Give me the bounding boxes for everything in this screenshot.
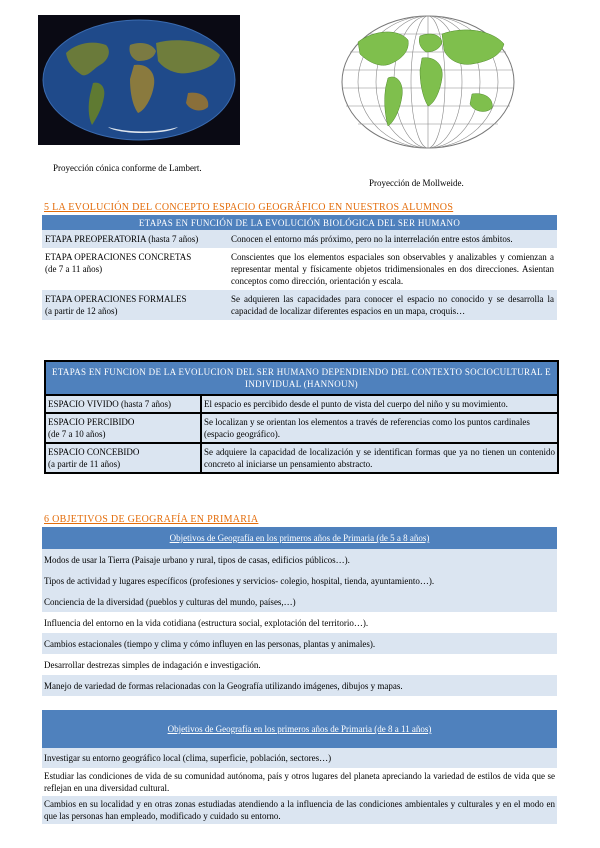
stage-age: (a partir de 11 años) <box>48 459 121 469</box>
section-5-title: 5 LA EVOLUCIÓN DEL CONCEPTO ESPACIO GEOGRÁFICO EN NUESTROS ALUMNOS <box>44 202 454 213</box>
objectives-8-11-table <box>42 710 557 824</box>
list-item: Conciencia de la diversidad (pueblos y culturas del mundo, países,…) <box>42 591 557 612</box>
list-item: Cambios en su localidad y en otras zonas estudiadas atendiendo a la influencia de las condiciones ambientales y culturales y en el modo en que las personas han empleado, modificado y cuidado su entorno. <box>42 796 557 824</box>
stage-label: ESPACIO PERCIBIDO <box>48 417 135 427</box>
stage-age: (de 7 a 11 años) <box>45 264 103 274</box>
stage-age: (a partir de 12 años) <box>45 306 118 316</box>
list-item: Estudiar las condiciones de vida de su comunidad autónoma, país y otros lugares del planeta apreciando la variedad de estilos de vida que se reflejan en una diversidad cultural. <box>42 768 557 796</box>
stage-description: Se localizan y se orientan los elementos a través de referencias como los puntos cardinales (espacio geográfico). <box>201 413 558 443</box>
stage-label: ESPACIO CONCEBIDO <box>48 447 140 457</box>
table-row <box>45 413 558 443</box>
stage-label: ESPACIO VIVIDO (hasta 7 años) <box>48 399 171 409</box>
stage-label: ETAPA PREOPERATORIA (hasta 7 años) <box>45 234 199 244</box>
hannoun-stages-table <box>44 360 559 474</box>
stage-label: ETAPA OPERACIONES FORMALES <box>45 294 187 304</box>
list-item: Manejo de variedad de formas relacionadas con la Geografía utilizando imágenes, dibujos y mapas. <box>42 675 557 696</box>
stage-description: Conocen el entorno más próximo, pero no la interrelación entre estos ámbitos. <box>228 230 557 248</box>
objectives-5-8-table <box>42 527 557 696</box>
list-item: Modos de usar la Tierra (Paisaje urbano y rural, tipos de casas, edificios públicos…). <box>42 549 557 570</box>
section-6-title: 6 OBJETIVOS DE GEOGRAFÍA EN PRIMARIA <box>44 514 259 525</box>
list-item: Desarrollar destrezas simples de indagación e investigación. <box>42 654 557 675</box>
mollweide-caption: Proyección de Mollweide. <box>369 178 464 188</box>
table-header: Objetivos de Geografía en los primeros años de Primaria (de 8 a 11 años) <box>42 710 557 748</box>
list-item: Investigar su entorno geográfico local (clima, superficie, población, sectores…) <box>42 748 557 768</box>
table-header: ETAPAS EN FUNCION DE LA EVOLUCION DEL SER HUMANO DEPENDIENDO DEL CONTEXTO SOCIOCULTURAL E INDIVIDUAL (HANNOUN) <box>45 361 558 395</box>
mollweide-map-image <box>338 12 518 152</box>
stage-description: Se adquiere la capacidad de localización y se identifican formas que ya no tienen un contenido concreto al iniciarse un pensamiento abstracto. <box>201 443 558 473</box>
list-item: Tipos de actividad y lugares específicos (profesiones y servicios- colegio, hospital, tienda, ayuntamiento…). <box>42 570 557 591</box>
table-row <box>42 248 557 290</box>
stage-label: ETAPA OPERACIONES CONCRETAS <box>45 252 192 262</box>
list-item: Influencia del entorno en la vida cotidiana (estructura social, explotación del territorio…). <box>42 612 557 633</box>
table-row <box>42 230 557 248</box>
stage-description: Se adquieren las capacidades para conocer el espacio no conocido y se desarrolla la capacidad de localizar diferentes espacios en un mapa, croquis… <box>228 290 557 320</box>
biological-stages-table <box>42 215 557 320</box>
stage-description: Conscientes que los elementos espaciales son observables y analizables y comienzan a representar mental y físicamente objetos tridimensionales en dos direcciones. Asientan conceptos como dirección, orientación y escala. <box>228 248 557 290</box>
list-item: Cambios estacionales (tiempo y clima y cómo influyen en las personas, plantas y animales). <box>42 633 557 654</box>
table-header: ETAPAS EN FUNCIÓN DE LA EVOLUCIÓN BIOLÓGICA DEL SER HUMANO <box>42 215 557 230</box>
table-row <box>45 443 558 473</box>
stage-age: (de 7 a 10 años) <box>48 429 106 439</box>
lambert-caption: Proyección cónica conforme de Lambert. <box>53 163 202 173</box>
table-header: Objetivos de Geografía en los primeros años de Primaria (de 5 a 8 años) <box>42 527 557 549</box>
lambert-map-image <box>38 15 240 145</box>
table-row <box>45 395 558 413</box>
stage-description: El espacio es percibido desde el punto de vista del cuerpo del niño y su movimiento. <box>201 395 558 413</box>
table-row <box>42 290 557 320</box>
